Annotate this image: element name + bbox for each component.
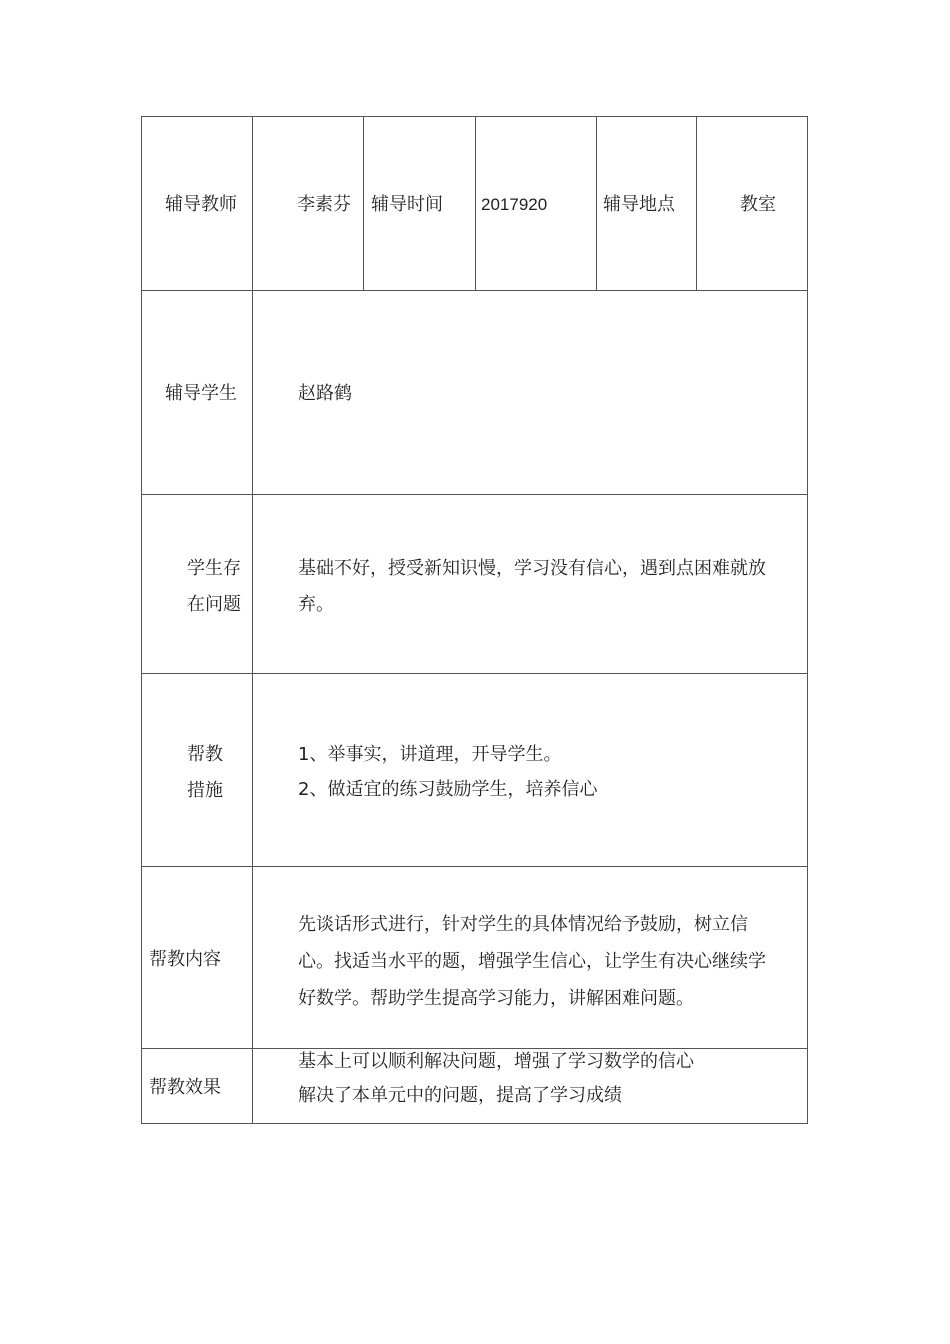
- content-label: 帮教内容: [149, 949, 221, 970]
- problems-label-line1: 学生存: [187, 558, 241, 579]
- row-divider: [142, 290, 807, 291]
- place-value: 教室: [740, 194, 776, 215]
- effect-line: 基本上可以顺利解决问题，增强了学习数学的信心: [298, 1051, 694, 1072]
- measure-item: 1、举事实，讲道理，开导学生。: [298, 744, 562, 765]
- time-label: 辅导时间: [371, 194, 443, 215]
- teacher-label: 辅导教师: [165, 194, 237, 215]
- time-value: 2017920: [481, 195, 548, 214]
- column-divider: [363, 117, 364, 290]
- row-divider: [142, 1048, 807, 1049]
- content-line: 好数学。帮助学生提高学习能力，讲解困难问题。: [298, 988, 694, 1009]
- effect-label: 帮教效果: [149, 1077, 221, 1098]
- column-divider: [252, 117, 253, 1123]
- row-divider: [142, 494, 807, 495]
- measures-label-line1: 帮教: [187, 744, 223, 765]
- record-table: [141, 116, 808, 1124]
- place-label: 辅导地点: [603, 194, 675, 215]
- measure-item: 2、做适宜的练习鼓励学生，培养信心: [298, 779, 598, 800]
- content-line: 先谈话形式进行，针对学生的具体情况给予鼓励，树立信: [298, 914, 748, 935]
- problems-text-line2: 弃。: [298, 594, 334, 615]
- content-line: 心。找适当水平的题，增强学生信心，让学生有决心继续学: [298, 951, 766, 972]
- problems-label-line2: 在问题: [187, 594, 241, 615]
- column-divider: [596, 117, 597, 290]
- teacher-name: 李素芬: [297, 194, 351, 215]
- measures-label-line2: 措施: [187, 780, 223, 801]
- row-divider: [142, 866, 807, 867]
- column-divider: [475, 117, 476, 290]
- effect-line: 解决了本单元中的问题，提高了学习成绩: [298, 1085, 622, 1106]
- column-divider: [696, 117, 697, 290]
- student-name: 赵路鹤: [298, 383, 352, 404]
- student-label: 辅导学生: [165, 383, 237, 404]
- problems-text-line1: 基础不好，授受新知识慢，学习没有信心，遇到点困难就放: [298, 558, 766, 579]
- row-divider: [142, 673, 807, 674]
